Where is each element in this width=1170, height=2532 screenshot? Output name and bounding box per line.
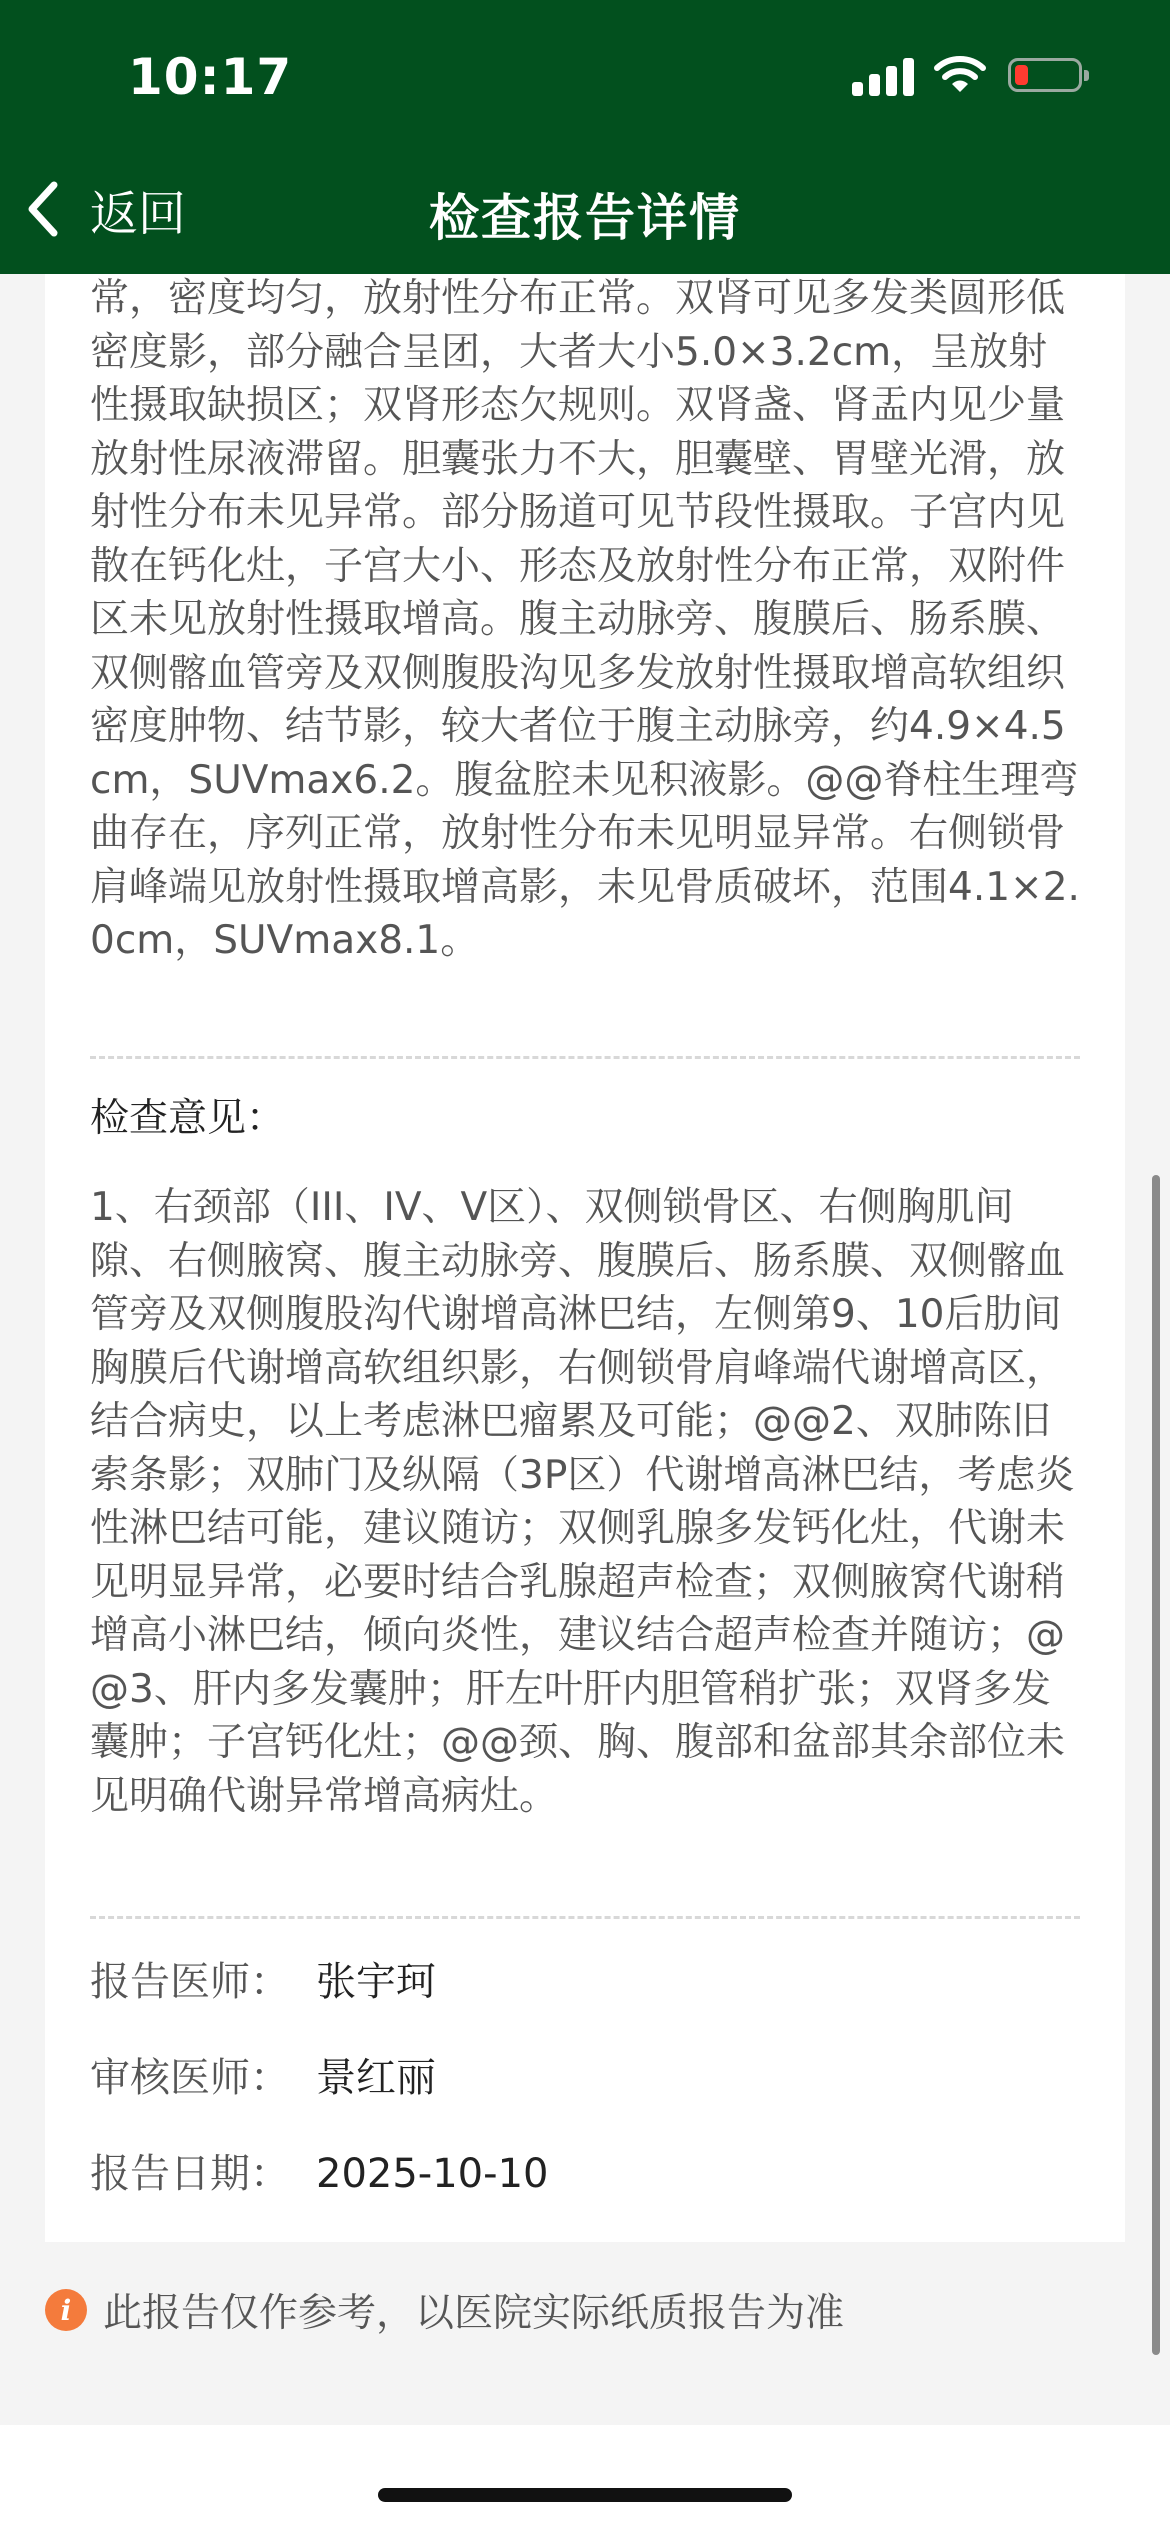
disclaimer-text: 此报告仅作参考，以医院实际纸质报告为准 [103,2291,845,2336]
disclaimer-notice [45,2280,844,2340]
doctor-label: 报告医师： [90,1959,290,2005]
page-title: 检查报告详情 [429,189,741,247]
battery-icon [1008,58,1082,92]
reviewer-value: 景红丽 [316,2055,436,2101]
date-row [90,2142,548,2199]
reviewer-label: 审核医师： [90,2055,290,2101]
status-bar [0,0,1170,150]
back-label: 返回 [90,185,187,242]
opinion-label: 检查意见： [90,1096,286,1141]
reviewer-row [90,2046,436,2103]
report-findings-text: 常，密度均匀，放射性分布正常。双肾可见多发类圆形低密度影，部分融合呈团，大者大小5.0×3.2cm，呈放射性摄取缺损区；双肾形态欠规则。双肾盏、肾盂内见少量放射性尿液滞留。胆囊张力不大，胆囊壁、胃壁光滑，放射性分布未见异常。部分肠道可见节段性摄取。子宫内见散在钙化灶，子宫大小、形态及放射性分布正常，双附件区未见放射性摄取增高。腹主动脉旁、腹膜后、肠系膜、双侧髂血管旁及双侧腹股沟见多发放射性摄取增高软组织密度肿物、结节影，较大者位于腹主动脉旁，约4.9×4.5cm，SUVmax6.2。腹盆腔未见积液影。@@脊柱生理弯曲存在，序列正常，放射性分布未见明显异常。右侧锁骨肩峰端见放射性摄取增高影，未见骨质破坏，范围4.1×2.0cm，SUVmax8.1。 [90,276,1080,963]
date-label: 报告日期： [90,2151,290,2197]
card-scallop-edge [45,2226,1125,2256]
info-icon: i [45,2289,87,2331]
nav-bar [0,150,1170,274]
divider [90,1056,1080,1059]
scrollbar[interactable] [1152,1175,1160,2355]
cellular-signal-icon [852,56,914,96]
divider [90,1916,1080,1919]
status-time: 10:17 [128,48,293,106]
bottom-safe-area [0,2425,1170,2532]
doctor-value: 张宇珂 [316,1959,436,2005]
report-opinion-text: 1、右颈部（III、IV、V区）、双侧锁骨区、右侧胸肌间隙、右侧腋窝、腹主动脉旁、腹膜后、肠系膜、双侧髂血管旁及双侧腹股沟代谢增高淋巴结，左侧第9、10后肋间胸膜后代谢增高软组织影，右侧锁骨肩峰端代谢增高区，结合病史，以上考虑淋巴瘤累及可能；@@2、双肺陈旧索条影；双肺门及纵隔（3P区）代谢增高淋巴结，考虑炎性淋巴结可能，建议随访；双侧乳腺多发钙化灶，代谢未见明显异常，必要时结合乳腺超声检查；双侧腋窝代谢稍增高小淋巴结，倾向炎性，建议结合超声检查并随访；@@3、肝内多发囊肿；肝左叶肝内胆管稍扩张；双肾多发囊肿；子宫钙化灶；@@颈、胸、腹部和盆部其余部位未见明确代谢异常增高病灶。 [90,1185,1075,1819]
date-value: 2025-10-10 [316,2151,549,2197]
home-indicator[interactable] [378,2488,792,2502]
wifi-icon [933,54,987,94]
doctor-row [90,1950,436,2007]
